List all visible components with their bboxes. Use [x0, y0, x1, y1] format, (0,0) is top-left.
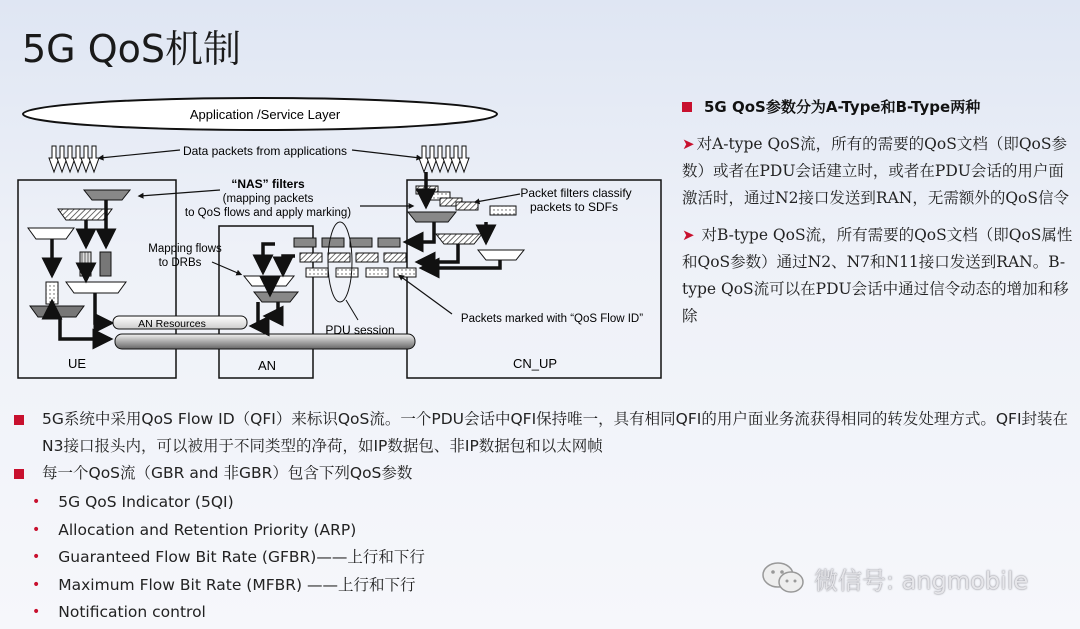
qos-params-text: 每一个QoS流（GBR and 非GBR）包含下列QoS参数	[42, 464, 413, 482]
wechat-icon	[760, 560, 806, 596]
b-type-text: 对B-type QoS流，所有需要的QoS文档（即QoS属性和QoS参数）通过N2、N7和N11接口发送到RAN。B-type QoS流可以在PDU会话中通过信令动态的增加和移除	[682, 226, 1073, 325]
param-text: Guaranteed Flow Bit Rate (GFBR)——上行和下行	[58, 548, 425, 566]
app-layer-label: Application /Service Layer	[189, 107, 341, 122]
bullet-square-icon	[14, 415, 24, 425]
param-text: Allocation and Retention Priority (ARP)	[58, 520, 357, 539]
data-packets-label: Data packets from applications	[182, 144, 348, 158]
right-heading-text: 5G QoS参数分为A-Type和B-Type两种	[704, 98, 981, 116]
param-text: Notification control	[58, 603, 206, 621]
dot-bullet-icon: •	[32, 576, 41, 593]
nas-filters-title: “NAS” filters	[231, 177, 305, 191]
watermark-text: 微信号: angmobile	[814, 566, 1029, 595]
dot-bullet-icon: •	[32, 604, 41, 620]
incoming-arrows-right	[419, 146, 469, 172]
qfi-text: 5G系统中采用QoS Flow ID（QFI）来标识QoS流。一个PDU会话中QFI保持唯一，具有相同QFI的用户面业务流获得相同的转发处理方式。QFI封装在N3接口报头内，可以被用于不同类型的净荷，如IP数据包、非IP数据包和以太网帧	[42, 410, 1069, 455]
a-type-paragraph	[682, 131, 1078, 212]
qos-params-list	[32, 489, 1078, 627]
packets-marked-label: Packets marked with “QoS Flow ID”	[460, 313, 644, 325]
param-text: 5G QoS Indicator (5QI)	[58, 493, 234, 511]
dot-bullet-icon: •	[32, 494, 41, 510]
dot-bullet-icon: •	[32, 549, 41, 565]
right-panel	[682, 96, 1078, 340]
qos-params-bullet	[14, 460, 1078, 487]
watermark	[760, 560, 1028, 596]
pdu-session-label: PDU session	[325, 323, 395, 337]
an-label: AN	[257, 358, 277, 373]
list-item	[32, 489, 1078, 517]
ue-label: UE	[67, 356, 87, 371]
dot-bullet-icon: •	[32, 521, 41, 538]
mapping-flows-line1: Mapping flows	[148, 243, 222, 255]
list-item	[32, 517, 1078, 545]
incoming-arrows-left	[49, 146, 99, 172]
nas-filters-line2: to QoS flows and apply marking)	[184, 207, 352, 219]
nas-filters-line1: (mapping packets	[222, 193, 314, 205]
bullet-square-icon	[14, 469, 24, 479]
list-item	[32, 599, 1078, 627]
b-type-paragraph	[682, 222, 1078, 330]
page-title: 5G QoS机制	[22, 27, 241, 71]
cn-up-label: CN_UP	[512, 356, 558, 371]
packet-filters-line1: Packet filters classify	[520, 186, 632, 200]
arrow-bullet-icon: ➤	[682, 135, 695, 153]
param-text: Maximum Flow Bit Rate (MFBR) ——上行和下行	[58, 575, 416, 594]
packet-filters-line2: packets to SDFs	[529, 200, 619, 214]
an-resources-label: AN Resources	[138, 318, 206, 330]
qfi-bullet	[14, 406, 1078, 460]
qos-architecture-diagram	[0, 90, 680, 390]
right-heading	[682, 96, 1078, 117]
arrow-bullet-icon: ➤	[682, 226, 695, 244]
mapping-flows-line2: to DRBs	[158, 257, 202, 269]
bullet-square-icon	[682, 102, 692, 112]
a-type-text: 对A-type QoS流，所有的需要的QoS文档（即QoS参数）或者在PDU会话建立时，或者在PDU会话的用户面激活时，通过N2接口发送到RAN，无需额外的QoS信令	[682, 135, 1070, 207]
